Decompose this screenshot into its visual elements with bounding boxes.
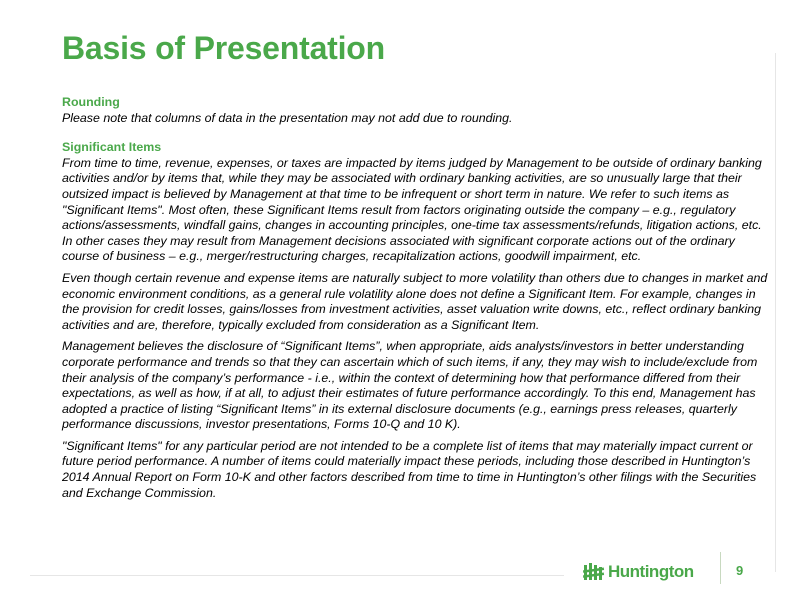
decorative-horizontal-rule [30,575,564,576]
huntington-hash-icon [583,562,605,582]
rounding-heading: Rounding [62,95,120,109]
significant-items-paragraph-4: "Significant Items" for any particular period are not intended to be a complete list of items that may materially impact current or future period performance. A number of items could materially impact these periods, including those described in Huntington’s 2014 Annual Report on Form 10-K and other factors described from time to time in Huntington’s other filings with the Securities and Exchange Commission. [62,438,757,500]
logo-wordmark: Huntington [608,562,694,581]
decorative-vertical-rule [775,53,776,572]
significant-items-paragraph-1: From time to time, revenue, expenses, or taxes are impacted by items judged by Management to be outside of ordinary banking activities and/or by items that, while they may be associated with ordinary banking activities, are so unusually large that their outsized impact is believed by Management at that time to be infrequent or short term in nature. We refer to such items as "Significant Items". Most often, these Significant Items result from factors originating outside the company – e.g., regulatory actions/assessments, windfall gains, changes in accounting principles, one-time tax assessments/refunds, litigation actions, etc. In other cases they may result from Management decisions associated with significant corporate actions out of the ordinary course of business – e.g., merger/restructuring charges, recapitalization actions, goodwill impairment, etc. [62,155,762,264]
significant-items-section [62,140,774,501]
slide-content [62,95,774,501]
significant-items-paragraph-2: Even though certain revenue and expense items are naturally subject to more volatility than others due to changes in market and economic environment conditions, as a general rule volatility alone does not define a Significant Item. For example, changes in the provision for credit losses, gains/losses from investment activities, asset valuation write downs, etc., reflect ordinary banking activities and are, therefore, typically excluded from consideration as a Significant Item. [62,270,768,332]
significant-items-paragraph-3: Management believes the disclosure of “Significant Items”, when appropriate, aids analysts/investors in better understanding corporate performance and trends so that they can ascertain which of such items, if any, they may wish to include/exclude from their analysis of the company’s performance - i.e., within the context of determining how that performance differed from their expectations, as well as how, if at all, to adjust their estimates of future performance accordingly. To this end, Management has adopted a practice of listing “Significant Items” in its external disclosure documents (e.g., earnings press releases, quarterly performance discussions, investor presentations, Forms 10-Q and 10 K). [62,339,758,432]
page-title: Basis of Presentation [62,30,386,66]
huntington-logo [583,562,694,582]
footer-divider [720,552,721,584]
page-number: 9 [736,563,744,578]
rounding-text: Please note that columns of data in the presentation may not add due to rounding. [62,110,513,125]
rounding-section [62,95,774,126]
significant-items-heading: Significant Items [62,140,162,155]
